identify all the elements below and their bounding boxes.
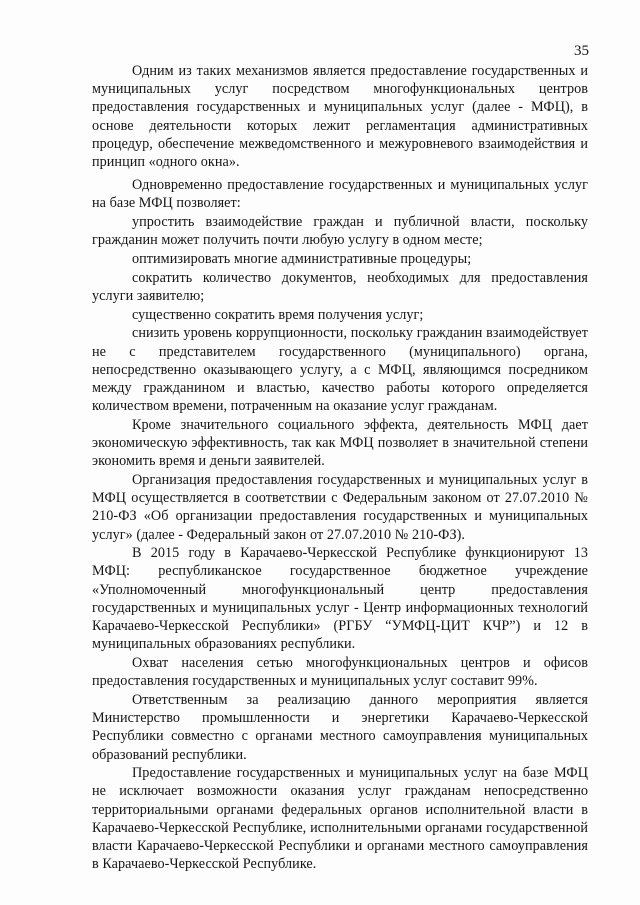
list-item-simplify-interaction: упростить взаимодействие граждан и публичной власти, поскольку гражданин может получить почти любую услугу в одном месте; [92,214,588,249]
paragraph-responsible-ministry: Ответственным за реализацию данного мероприятия является Министерство промышленности и энергетики Карачаево-Черкесской Республики совместно с органами местного самоуправления муниципальных образований республики. [92,691,588,763]
paragraph-mfc-mechanism: Одним из таких механизмов является предоставление государственных и муниципальных услуг посредством многофункциональных центров предоставления государственных и муниципальных услуг (далее - МФЦ), в основе деятельности которых лежит регламентация административных процедур, обеспечение межведомственного и межуровневого взаимодействия и принцип «одного окна». [92,63,588,171]
list-item-reduce-documents: сократить количество документов, необходимых для предоставления услуги заявителю; [92,269,588,304]
list-item-reduce-time: существенно сократить время получения услуг; [132,306,424,323]
paragraph-direct-services: Предоставление государственных и муниципальных услуг на базе МФЦ не исключает возможности оказания услуг гражданам непосредственно территориальными органами федеральных органов исполнительной власти в Карачаево-Черкесской Республике, исполнительными органами государственной власти Карачаево-Черкесской Республики и органами местного самоуправления в Карачаево-Черкесской Республике. [92,765,588,873]
paragraph-federal-law: Организация предоставления государственных и муниципальных услуг в МФЦ осуществляется в соответствии с Федеральным законом от 27.07.2010 № 210-ФЗ «Об организации предоставления государственных и муниципальных услуг» (далее - Федеральный закон от 27.07.2010 № 210-ФЗ). [92,471,588,543]
document-body [92,62,588,873]
list-item-reduce-corruption: снизить уровень коррупционности, поскольку гражданин взаимодействует не с представителем государственного (муниципального) органа, непосредственно оказывающего услугу, а с МФЦ, являющимся посредником между гражданином и властью, качество работы которого определяется количеством времени, потраченным на оказание услуг гражданам. [92,325,588,415]
page-number: 35 [574,43,589,59]
paragraph-mfc-2015: В 2015 году в Карачаево-Черкесской Республике функционируют 13 МФЦ: республиканское государственное бюджетное учреждение «Уполномоченный многофункциональный центр предоставления государственных и муниципальных услуг - Центр информационных технологий Карачаево-Черкесской Республики» (РГБУ “УМФЦ-ЦИТ КЧР”) и 12 в муниципальных образованиях республики. [92,545,588,653]
paragraph-economic-efficiency: Кроме значительного социального эффекта, деятельность МФЦ дает экономическую эффективность, так как МФЦ позволяет в значительной степени экономить время и деньги заявителей. [92,416,588,470]
paragraph-mfc-allows: Одновременно предоставление государственных и муниципальных услуг на базе МФЦ позволяет: [92,177,588,212]
list-item-optimize-procedures: оптимизировать многие административные процедуры; [132,251,472,268]
paragraph-population-coverage: Охват населения сетью многофункциональных центров и офисов предоставления государственных и муниципальных услуг составит 99%. [92,655,588,690]
